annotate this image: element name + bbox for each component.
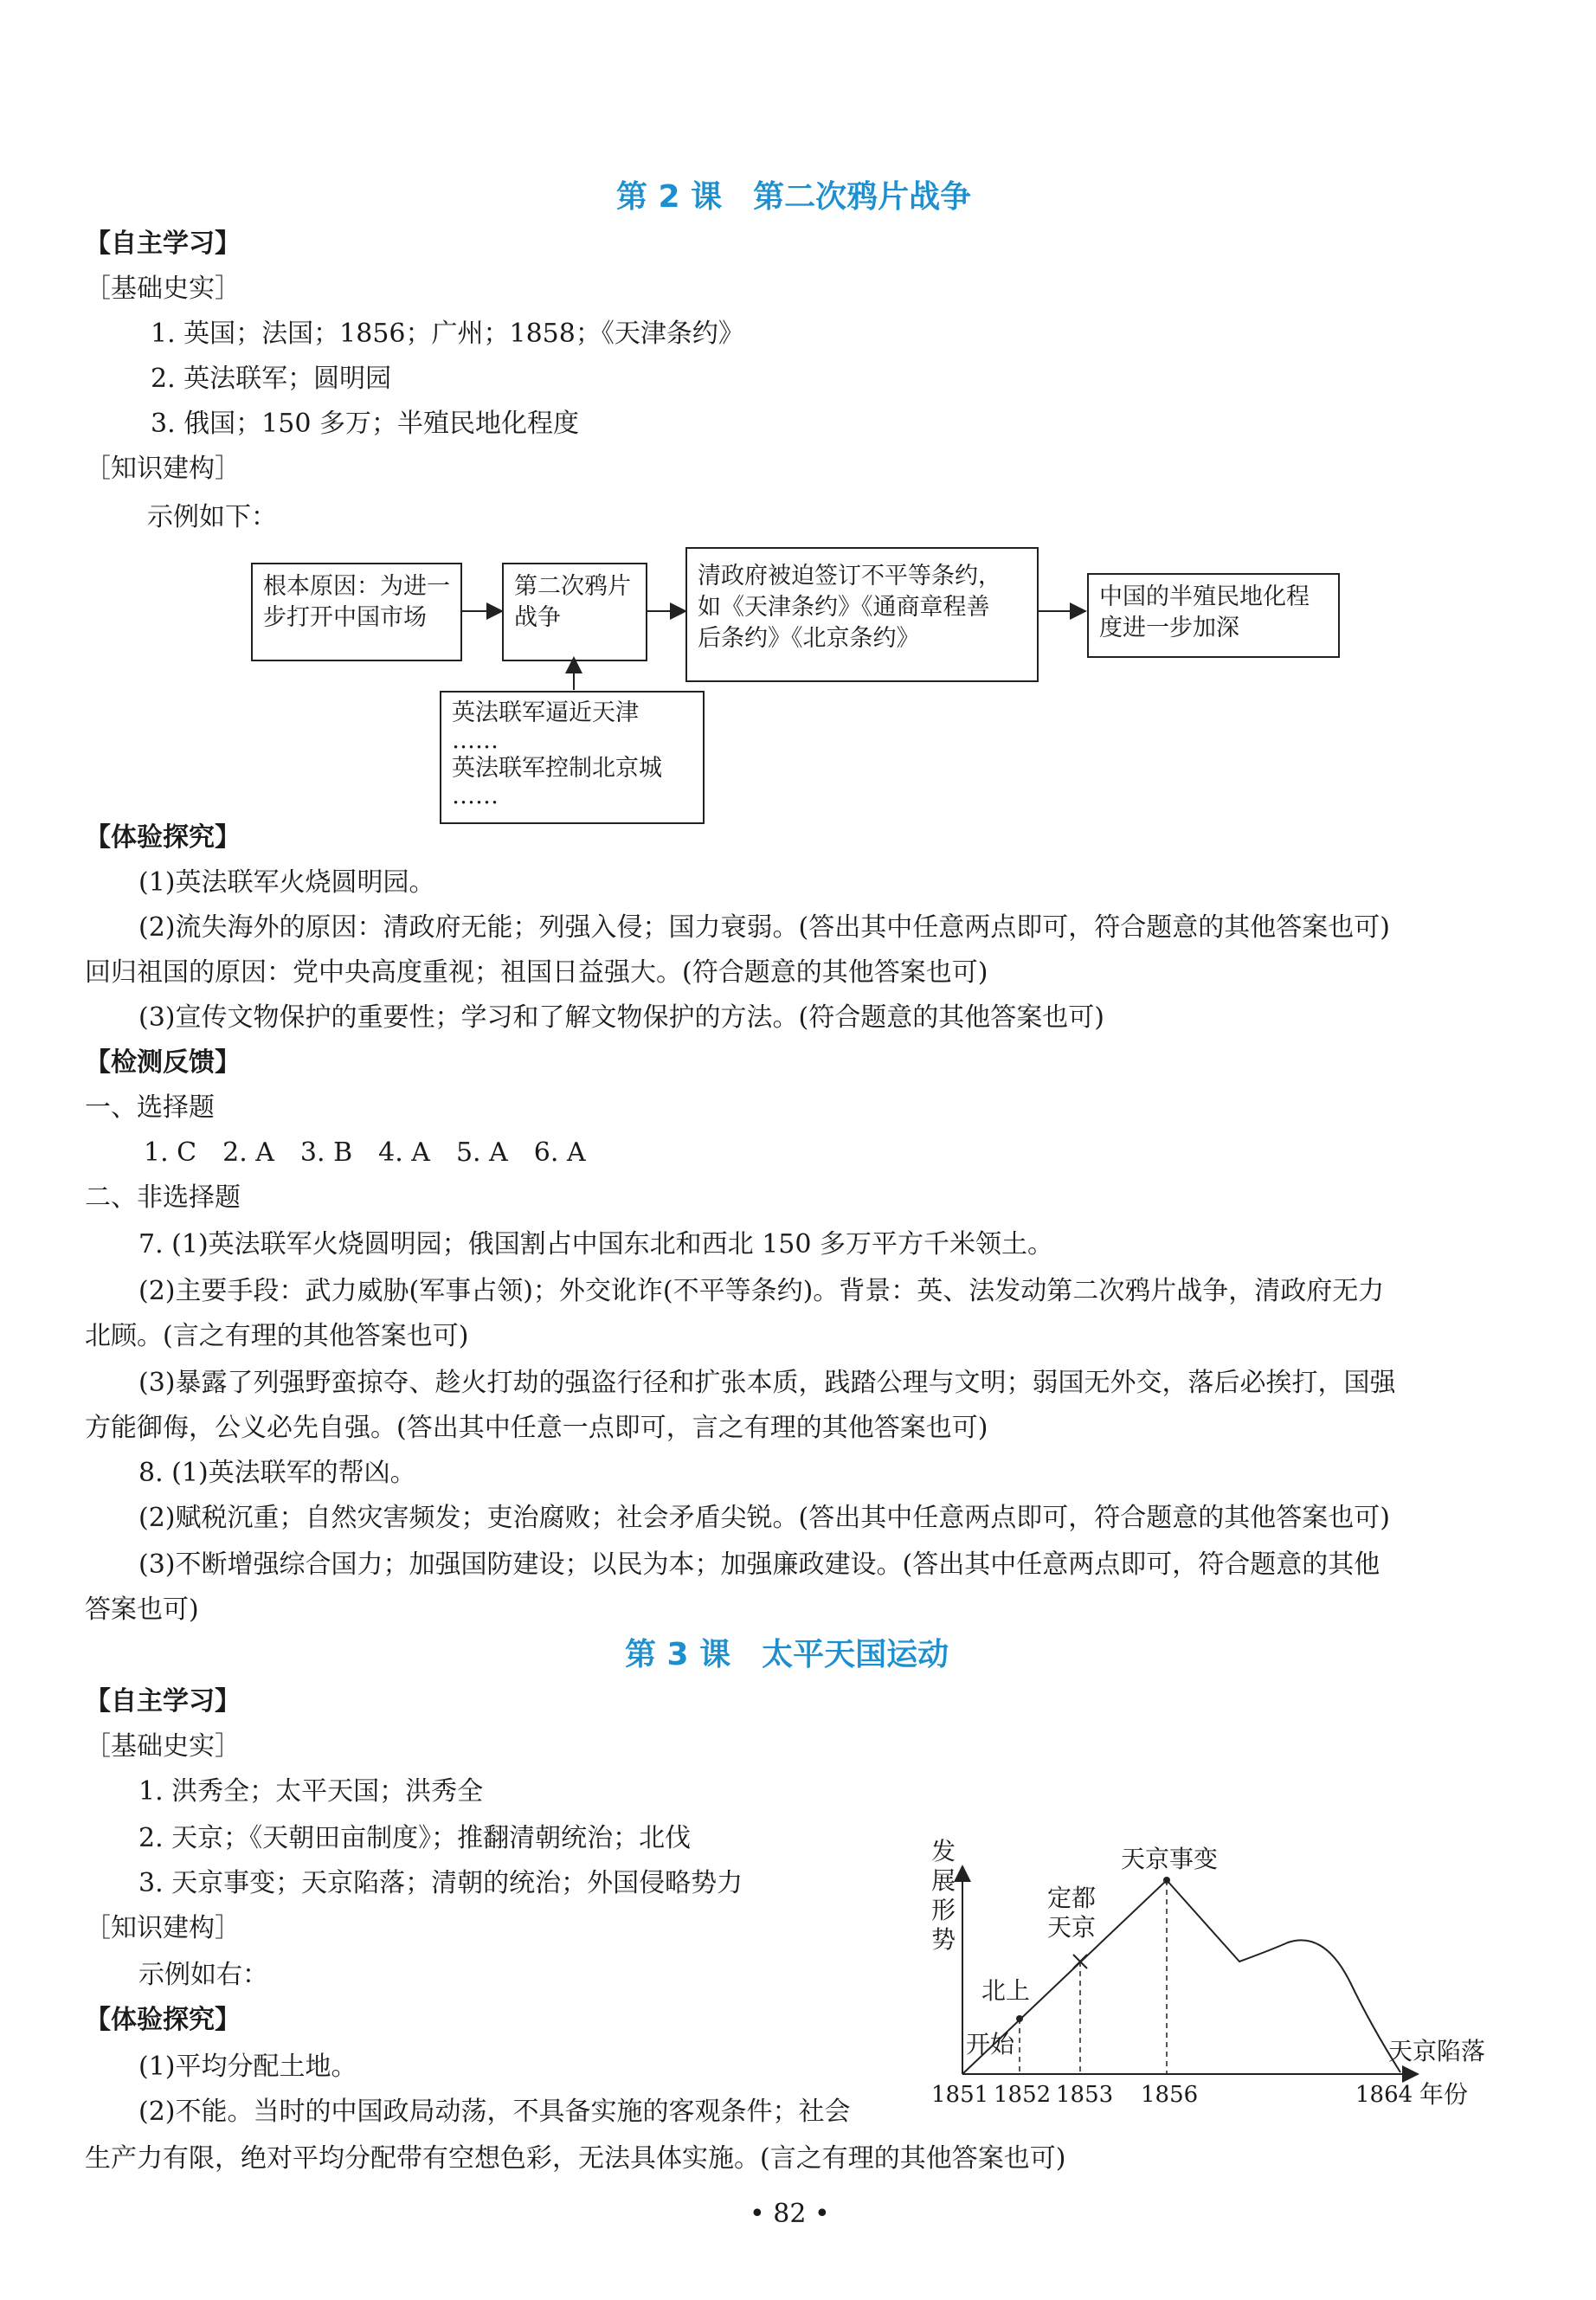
example-label: 示例如下： xyxy=(147,502,277,532)
page-number: • 82 • xyxy=(750,2199,830,2229)
subsection-knowledge: ［知识建构］ xyxy=(85,454,241,484)
ylabel-char: 发 xyxy=(931,1837,956,1865)
box-line: 度进一步加深 xyxy=(1099,615,1239,641)
explore3-2a: (2)不能。当时的中国政局动荡，不具备实施的客观条件；社会 xyxy=(138,2097,851,2127)
explore3-1: (1)平均分配土地。 xyxy=(138,2052,357,2082)
box-line: 根本原因：为进一 xyxy=(263,573,450,600)
box-line: 英法联军控制北京城 xyxy=(452,755,662,782)
explore-2a: (2)流失海外的原因：清政府无能；列强入侵；国力衰弱。(答出其中任意两点即可，符合题意的其他答案也可) xyxy=(138,912,1390,943)
box-line: …… xyxy=(452,783,499,809)
lesson2-title: 第 2 课 第二次鸦片战争 xyxy=(616,179,972,215)
q7-3b: 方能御侮，公义必先自强。(答出其中任意一点即可，言之有理的其他答案也可) xyxy=(85,1413,988,1443)
q7-2b: 北顾。(言之有理的其他答案也可) xyxy=(85,1321,469,1351)
q7-1: 7. (1)英法联军火烧圆明园；俄国割占中国东北和西北 150 多万平方千米领土。 xyxy=(138,1229,1053,1260)
basic-item-3: 3. 俄国；150 多万；半殖民地化程度 xyxy=(151,409,579,439)
section-explore: 【体验探究】 xyxy=(85,822,241,853)
year-1864: 1864 xyxy=(1355,2082,1413,2108)
basic3-item-1: 1. 洪秀全；太平天国；洪秀全 xyxy=(138,1776,484,1807)
subsection-basic: ［基础史实］ xyxy=(85,274,241,304)
label-capital-line: 天京 xyxy=(1047,1913,1097,1942)
q8-3a: (3)不断增强综合国力；加强国防建设；以民为本；加强廉政建设。(答出其中任意两点即可，符合题意的其他 xyxy=(138,1549,1380,1580)
ylabel-char: 形 xyxy=(931,1896,956,1924)
box-line: 步打开中国市场 xyxy=(263,604,427,631)
y-axis-label xyxy=(931,1837,956,1955)
q7-2a: (2)主要手段：武力威胁(军事占领)；外交讹诈(不平等条约)。背景：英、法发动第二次鸦片战争，清政府无力 xyxy=(138,1276,1385,1306)
explore-2b: 回归祖国的原因：党中央高度重视；祖国日益强大。(符合题意的其他答案也可) xyxy=(85,957,988,988)
example-right-label: 示例如右： xyxy=(138,1960,268,1990)
box-line: …… xyxy=(452,727,499,754)
basic-item-2: 2. 英法联军；圆明园 xyxy=(151,364,392,394)
explore-3: (3)宣传文物保护的重要性；学习和了解文物保护的方法。(符合题意的其他答案也可) xyxy=(138,1002,1104,1033)
basic-item-1: 1. 英国；法国；1856；广州；1858；《天津条约》 xyxy=(151,319,744,349)
section-self-study-3: 【自主学习】 xyxy=(85,1686,241,1717)
box-line: 英法联军逼近天津 xyxy=(452,699,639,726)
choice-heading: 一、选择题 xyxy=(85,1092,215,1123)
ylabel-char: 展 xyxy=(931,1866,956,1895)
year-1851: 1851 xyxy=(931,2082,989,2108)
lesson3-title: 第 3 课 太平天国运动 xyxy=(625,1637,949,1672)
basic3-item-2: 2. 天京；《天朝田亩制度》；推翻清朝统治；北伐 xyxy=(138,1823,692,1853)
choice-answers: 1. C 2. A 3. B 4. A 5. A 6. A xyxy=(144,1137,586,1168)
box-line: 中国的半殖民地化程 xyxy=(1099,583,1310,610)
explore-1: (1)英法联军火烧圆明园。 xyxy=(138,867,435,898)
year-1856: 1856 xyxy=(1141,2082,1199,2108)
label-north: 北上 xyxy=(981,1976,1031,2005)
box-line: 如《天津条约》《通商章程善 xyxy=(698,594,990,621)
label-capital xyxy=(1047,1884,1096,1942)
box-line: 战争 xyxy=(514,604,561,631)
box-line: 清政府被迫签订不平等条约， xyxy=(698,563,1001,589)
x-axis-label: 年份 xyxy=(1419,2080,1469,2109)
basic3-item-3: 3. 天京事变；天京陷落；清朝的统治；外国侵略势力 xyxy=(138,1868,743,1898)
year-1852: 1852 xyxy=(994,2082,1052,2108)
section-self-study: 【自主学习】 xyxy=(85,229,241,259)
label-start: 开始 xyxy=(966,2030,1015,2058)
point-north xyxy=(1016,2015,1023,2022)
subsection-basic-3: ［基础史实］ xyxy=(85,1731,241,1762)
q8-2: (2)赋税沉重；自然灾害频发；吏治腐败；社会矛盾尖锐。(答出其中任意两点即可，符合题意的其他答案也可) xyxy=(138,1503,1390,1533)
section-explore-3: 【体验探究】 xyxy=(85,2005,241,2035)
ylabel-char: 势 xyxy=(931,1925,956,1954)
q8-3b: 答案也可) xyxy=(85,1595,199,1625)
box-line: 第二次鸦片 xyxy=(514,573,631,600)
nonchoice-heading: 二、非选择题 xyxy=(85,1182,241,1213)
subsection-knowledge-3: ［知识建构］ xyxy=(85,1913,241,1943)
q7-3a: (3)暴露了列强野蛮掠夺、趁火打劫的强盗行径和扩张本质，践踏公理与文明；弱国无外交，落后必挨打，国强 xyxy=(138,1368,1396,1398)
point-incident xyxy=(1163,1877,1170,1884)
explore3-2b: 生产力有限，绝对平均分配带有空想色彩，无法具体实施。(言之有理的其他答案也可) xyxy=(85,2143,1066,2174)
label-capital-line: 定都 xyxy=(1047,1884,1097,1912)
label-fall: 天京陷落 xyxy=(1388,2037,1486,2065)
box-line: 后条约》《北京条约》 xyxy=(698,625,920,652)
q8-1: 8. (1)英法联军的帮凶。 xyxy=(138,1458,416,1488)
year-1853: 1853 xyxy=(1056,2082,1114,2108)
section-check: 【检测反馈】 xyxy=(85,1047,241,1078)
label-incident: 天京事变 xyxy=(1121,1845,1219,1873)
